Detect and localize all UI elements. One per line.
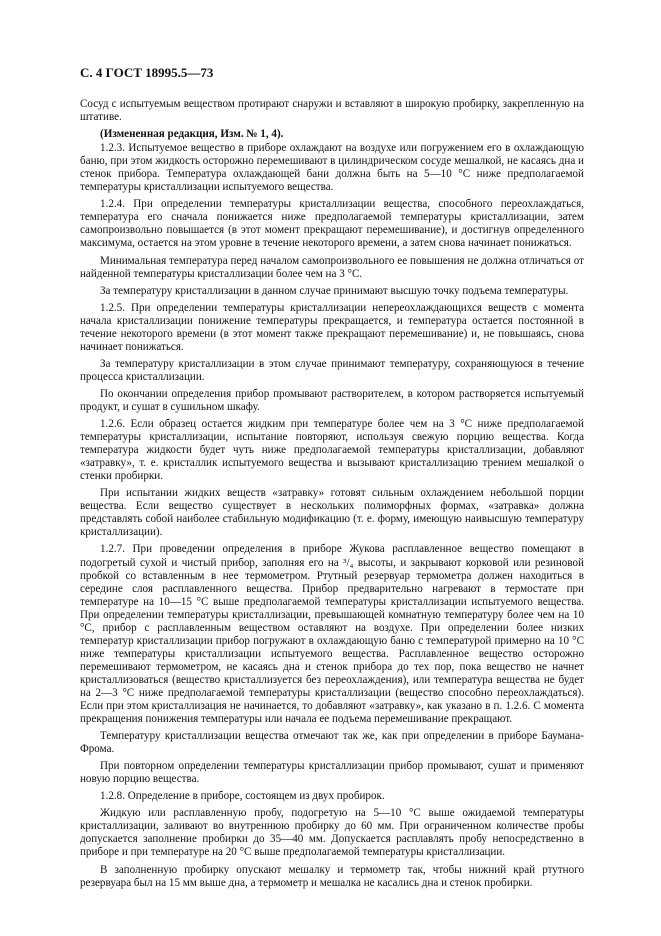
paragraph: При повторном определении температуры кристаллизации прибор промывают, сушат и применяют новую порцию вещества. bbox=[80, 760, 584, 786]
paragraph: За температуру кристаллизации в этом случае принимают температуру, сохраняющуюся в течение процесса кристаллизации. bbox=[80, 357, 584, 383]
paragraph: По окончании определения прибор промывают растворителем, в котором растворяется испытуемый продукт, и сушат в сушильном шкафу. bbox=[80, 387, 584, 413]
paragraph: 1.2.6. Если образец остается жидким при температуре более чем на 3 °С ниже предполагаемой температуры кристаллизации, испытание повторяют, используя свежую порцию вещества. Когда температура жидкости будет чуть ниже предполагаемой температуры кристаллизации, добавляют «затравку», т. е. кристаллик испытуемого вещества и вызывают кристаллизацию трением мешалкой о стенки пробирки. bbox=[80, 418, 584, 483]
document-body bbox=[80, 98, 584, 894]
paragraph: 1.2.5. При определении температуры кристаллизации непереохлаждающихся веществ с момента начала кристаллизации понижение температуры прекращается, и температура остается постоянной в течение некоторого времени (в этот момент также прекращают перемешивание) и, не повышаясь, снова начинает понижаться. bbox=[80, 301, 584, 353]
paragraph: 1.2.8. Определение в приборе, состоящем из двух пробирок. bbox=[100, 790, 385, 803]
page-header: С. 4 ГОСТ 18995.5—73 bbox=[80, 65, 214, 80]
paragraph: Минимальная температура перед началом самопроизвольного ее повышения не должна отличаться от найденной температуры кристаллизации более чем на 3 °С. bbox=[80, 254, 584, 280]
paragraph: Жидкую или расплавленную пробу, подогретую на 5—10 °С выше ожидаемой температуры кристаллизации, заливают во внутреннюю пробирку до 60 мм. При ограниченном количестве пробы допускается заполнение пробирки до 35—40 мм. Допускается расплавлять пробу непосредственно в приборе и при температуре на 20 °С выше предполагаемой температуры кристаллизации. bbox=[80, 807, 584, 859]
paragraph: В заполненную пробирку опускают мешалку и термометр так, чтобы нижний край ртутного резервуара был на 15 мм выше дна, а термометр и мешалка не касались дна и стенок пробирки. bbox=[80, 863, 584, 889]
paragraph: Сосуд с испытуемым веществом протирают снаружи и вставляют в широкую пробирку, закрепленную на штативе. bbox=[80, 98, 584, 124]
paragraph: За температуру кристаллизации в данном случае принимают высшую точку подъема температуры. bbox=[100, 284, 569, 297]
paragraph: 1.2.3. Испытуемое вещество в приборе охлаждают на воздухе или погружением его в охлаждающую баню, при этом жидкость осторожно перемешивают в цилиндрическом сосуде мешалкой, не касаясь дна и стенок прибора. Температура охлаждающей бани должна быть на 5—10 °С ниже предполагаемой температуры кристаллизации испытуемого вещества. bbox=[80, 142, 584, 194]
paragraph: Температуру кристаллизации вещества отмечают так же, как при определении в приборе Баумана-Фрома. bbox=[80, 730, 584, 756]
amendment-note: (Измененная редакция, Изм. № 1, 4). bbox=[100, 128, 284, 141]
paragraph: 1.2.7. При проведении определения в приборе Жукова расплавленное вещество помещают в подогретый сухой и чистый прибор, заполняя его на ³/₄ высоты, и закрывают корковой или резиновой пробкой со вставленным в нее термометром. Ртутный резервуар термометра должен находиться в середине слоя расплавленного вещества. Прибор предварительно нагревают в термостате при температуре на 10—15 °С выше предполагаемой температуры кристаллизации испытуемого вещества. При определении температуры кристаллизации, превышающей комнатную температуру более чем на 10 °С, прибор с расплавленным веществом оставляют на воздухе. При определении более низких температур кристаллизации прибор погружают в охлаждающую баню с температурой примерно на 10 °С ниже температуры кристаллизации испытуемого вещества. Расплавленное вещество осторожно перемешивают термометром, не касаясь дна и стенок прибора до тех пор, пока вещество не начнет кристаллизоваться (вещество кристаллизуется без переохлаждения), или температура вещества не будет на 2—3 °С ниже предполагаемой температуры кристаллизации (вещество способно переохлаждаться). Если при этом кристаллизация не начинается, то добавляют «затравку», как указано в п. 1.2.6. С момента прекращения понижения температуры или начала ее подъема перемешивание прекращают. bbox=[80, 543, 584, 726]
paragraph: 1.2.4. При определении температуры кристаллизации вещества, способного переохлаждаться, температура его сначала понижается ниже предполагаемой температуры кристаллизации, затем самопроизвольно повышается (в этот момент прекращают перемешивание), и достигнув определенного максимума, остается на этом уровне в течение некоторого времени, а затем снова начинает понижаться. bbox=[80, 198, 584, 250]
paragraph: При испытании жидких веществ «затравку» готовят сильным охлаждением небольшой порции вещества. Если вещество существует в нескольких полиморфных формах, «затравка» должна представлять собой наиболее стабильную модификацию (т. е. форму, имеющую наивысшую температуру кристаллизации). bbox=[80, 487, 584, 539]
